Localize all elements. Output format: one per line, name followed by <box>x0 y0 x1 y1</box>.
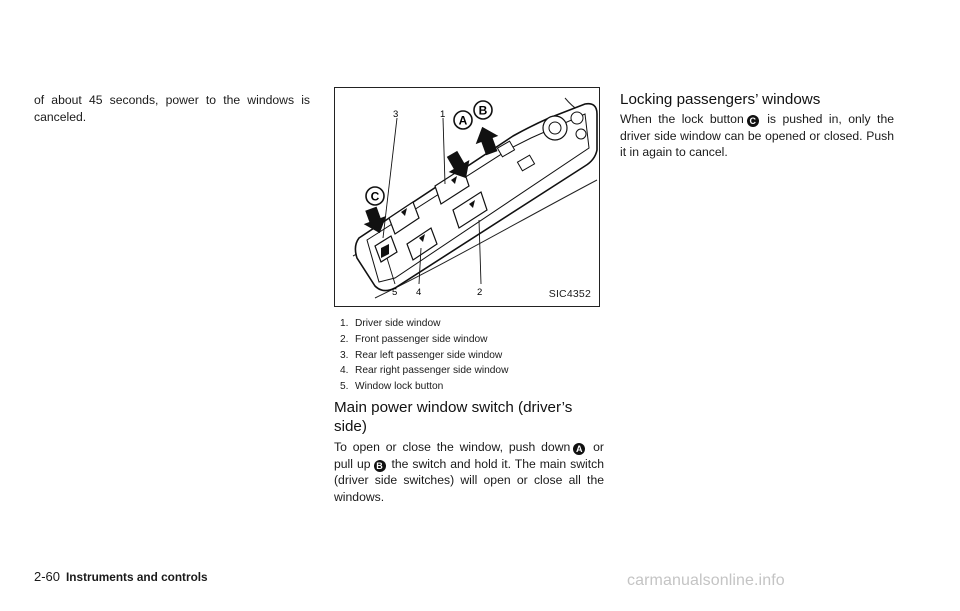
locking-paragraph: When the lock button C is pushed in, only the driver side window can be opened or closed. Push it in again to cancel. <box>620 112 895 160</box>
svg-text:A: A <box>458 113 468 128</box>
badge-c-icon: C <box>747 115 759 127</box>
page-footer <box>34 569 208 584</box>
leader-1 <box>443 118 445 184</box>
locking-heading: Locking passengers’ windows <box>620 91 821 108</box>
window-switch-illustration <box>335 88 599 306</box>
badge-a-icon: A <box>573 443 585 455</box>
main-switch-paragraph: To open or close the window, push down A or pull up B the switch and hold it. The main switch (driver side switches) will open or close all the windows. <box>334 440 604 504</box>
legend-item: 2. Front passenger side window <box>340 333 488 345</box>
svg-text:C: C <box>370 189 380 204</box>
callout-c <box>366 187 384 205</box>
main-switch-heading: Main power window switch (driver’s side) <box>334 399 573 435</box>
legend-item: 4. Rear right passenger side window <box>340 365 509 377</box>
legend-item: 5. Window lock button <box>340 381 444 393</box>
watermark: carmanualsonline.info <box>627 572 785 589</box>
legend-item: 1. Driver side window <box>340 318 441 329</box>
column-left <box>34 92 310 125</box>
badge-b-icon: B <box>374 460 386 472</box>
legend-item: 3. Rear left passenger side window <box>340 349 503 361</box>
callout-a <box>454 111 472 129</box>
callout-3: 3 <box>393 109 399 120</box>
svg-text:B: B <box>478 103 488 118</box>
section-title: Instruments and controls <box>66 570 208 584</box>
window-switch-figure <box>334 87 600 307</box>
callout-2: 2 <box>477 287 483 298</box>
figure-code: SIC4352 <box>548 288 591 300</box>
figure-legend <box>340 316 610 395</box>
continued-paragraph: of about 45 seconds, power to the windows is canceled. <box>34 93 310 124</box>
callout-5: 5 <box>392 287 398 298</box>
callout-4: 4 <box>416 287 422 298</box>
callout-1: 1 <box>440 109 446 120</box>
page-number: 2-60 <box>34 569 61 584</box>
callout-b <box>474 101 492 119</box>
